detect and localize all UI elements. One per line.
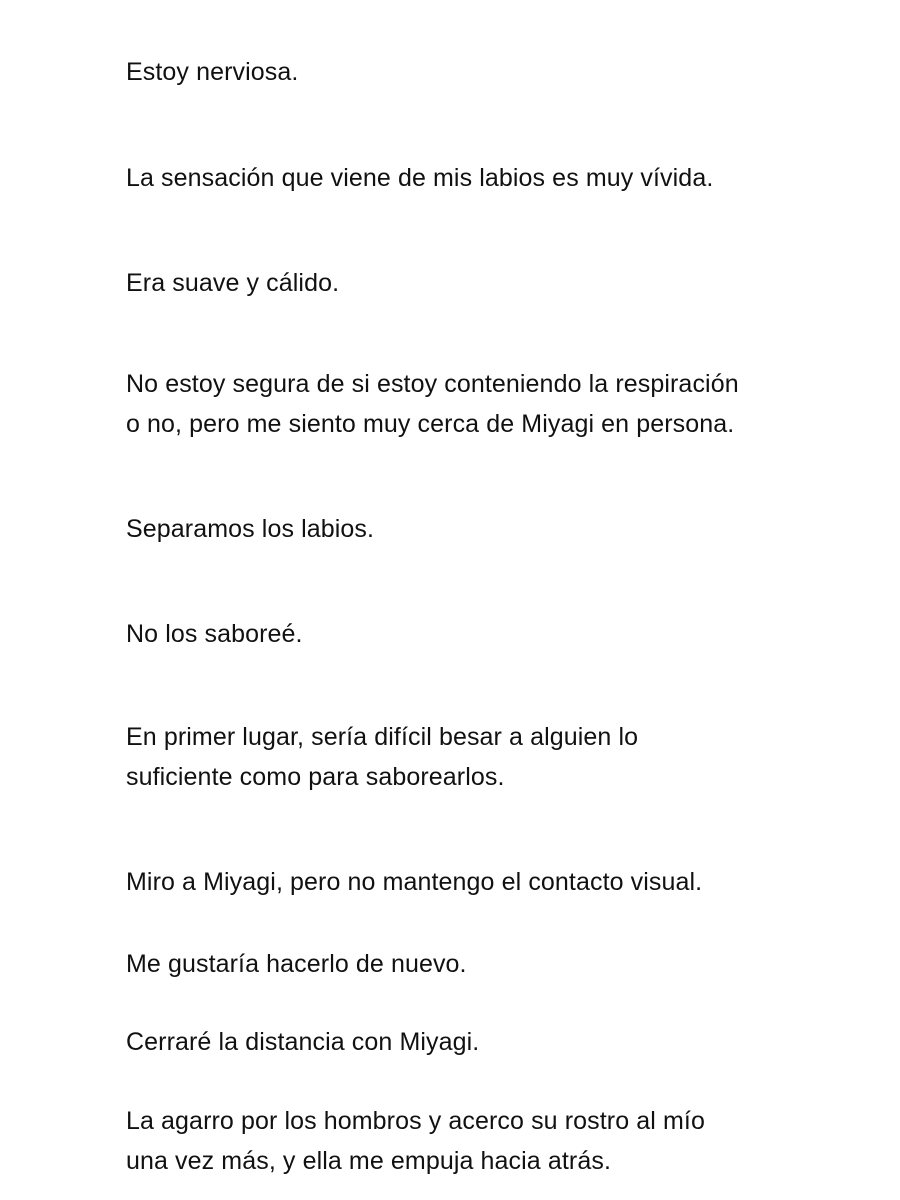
text-line: Miro a Miyagi, pero no mantengo el contacto visual.	[126, 868, 703, 896]
paragraph	[126, 717, 826, 797]
text-line: una vez más, y ella me empuja hacia atrás.	[126, 1147, 611, 1175]
text-line: suficiente como para saborearlos.	[126, 763, 505, 791]
paragraph	[126, 509, 826, 549]
text-line: Estoy nerviosa.	[126, 58, 299, 86]
paragraph	[126, 1101, 826, 1181]
text-line: Cerraré la distancia con Miyagi.	[126, 1028, 480, 1056]
text-line: Separamos los labios.	[126, 515, 375, 543]
paragraph	[126, 1022, 826, 1062]
text-line: o no, pero me siento muy cerca de Miyagi en persona.	[126, 410, 735, 438]
paragraph	[126, 614, 826, 654]
text-line: Me gustaría hacerlo de nuevo.	[126, 950, 467, 978]
text-line: Era suave y cálido.	[126, 269, 340, 297]
paragraph	[126, 52, 826, 92]
paragraph	[126, 158, 826, 198]
paragraph	[126, 944, 826, 984]
text-line: En primer lugar, sería difícil besar a alguien lo	[126, 723, 639, 751]
text-line: La agarro por los hombros y acerco su rostro al mío	[126, 1107, 705, 1135]
text-line: No estoy segura de si estoy conteniendo la respiración	[126, 370, 739, 398]
paragraph	[126, 263, 826, 303]
paragraph	[126, 862, 826, 902]
text-line: No los saboreé.	[126, 620, 303, 648]
paragraph	[126, 364, 826, 444]
text-line: La sensación que viene de mis labios es muy vívida.	[126, 164, 714, 192]
